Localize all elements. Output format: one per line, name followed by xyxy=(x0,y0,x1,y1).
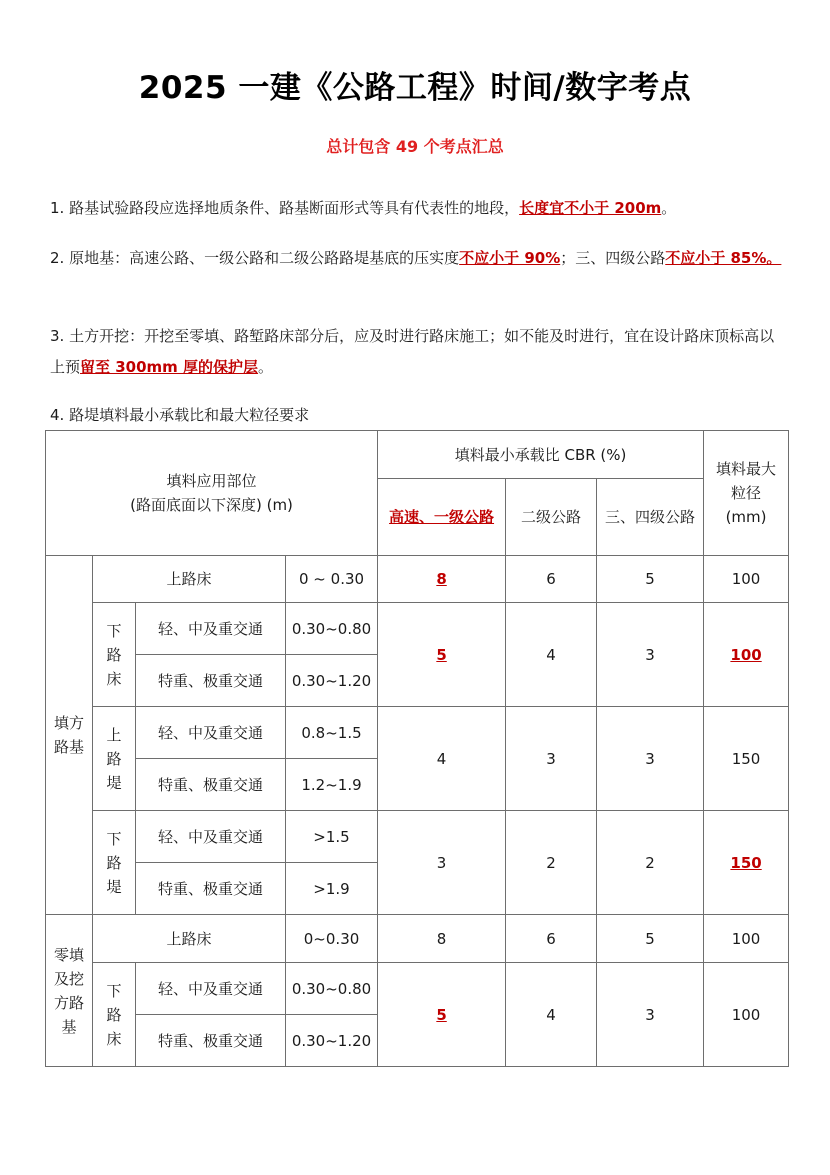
group-fill-subgrade xyxy=(46,556,93,915)
part-upper-bed: 上路床 xyxy=(93,556,286,603)
point-1 xyxy=(50,193,785,224)
point-1-tail: 。 xyxy=(661,199,677,217)
max-size-cell: 100 xyxy=(704,556,789,603)
point-1-text: 1. 路基试验路段应选择地质条件、路基断面形式等具有代表性的地段， xyxy=(50,199,520,217)
max-size-cell: 100 xyxy=(704,603,789,707)
point-3-highlight: 留至 300mm 厚的保护层 xyxy=(80,358,259,376)
header-application-part xyxy=(46,431,378,556)
point-1-highlight: 长度宜不小于 200m xyxy=(519,199,662,217)
sub-upper-emb-label: 上路堤 xyxy=(106,725,122,792)
depth-cell: 0 ~ 0.30 xyxy=(286,556,378,603)
depth-cell: 0.30~1.20 xyxy=(286,1015,378,1067)
cbr-class2-cell: 4 xyxy=(506,603,597,707)
cbr-class34-cell: 5 xyxy=(597,556,704,603)
point-3 xyxy=(50,321,785,383)
point-2-middle: ；三、四级公路 xyxy=(560,249,666,267)
traffic-heavy: 特重、极重交通 xyxy=(136,655,286,707)
sub-lower-bed-label: 下路床 xyxy=(106,621,122,688)
cbr-class34-cell: 3 xyxy=(597,603,704,707)
point-4 xyxy=(50,401,785,429)
sub-upper-embankment xyxy=(93,707,136,811)
depth-cell: >1.5 xyxy=(286,811,378,863)
cbr-highway-cell: 8 xyxy=(378,556,506,603)
max-size-cell: 150 xyxy=(704,707,789,811)
cbr-highway-cell: 8 xyxy=(378,915,506,963)
depth-cell: 1.2~1.9 xyxy=(286,759,378,811)
page-title: 2025 一建《公路工程》时间/数字考点 xyxy=(138,70,692,106)
point-2 xyxy=(50,243,785,274)
depth-cell: 0.30~0.80 xyxy=(286,603,378,655)
traffic-light: 轻、中及重交通 xyxy=(136,811,286,863)
cbr-class34-cell: 2 xyxy=(597,811,704,915)
table-row xyxy=(46,556,789,603)
table-row xyxy=(46,963,789,1015)
max-size-cell: 100 xyxy=(704,915,789,963)
traffic-heavy: 特重、极重交通 xyxy=(136,863,286,915)
sub-lower-bed xyxy=(93,963,136,1067)
part-upper-bed: 上路床 xyxy=(93,915,286,963)
depth-cell: 0~0.30 xyxy=(286,915,378,963)
sub-lower-embankment xyxy=(93,811,136,915)
table-row xyxy=(46,603,789,655)
header-max-size-line3: (mm) xyxy=(725,508,767,526)
traffic-light: 轻、中及重交通 xyxy=(136,603,286,655)
table-row xyxy=(46,811,789,863)
max-size-cell: 100 xyxy=(704,963,789,1067)
header-cbr: 填料最小承载比 CBR (%) xyxy=(378,431,704,479)
cbr-class2-cell: 3 xyxy=(506,707,597,811)
header-class34: 三、四级公路 xyxy=(597,479,704,556)
cbr-class34-cell: 3 xyxy=(597,963,704,1067)
sub-lower-bed xyxy=(93,603,136,707)
cbr-class34-cell: 3 xyxy=(597,707,704,811)
group-zero-fill-cut xyxy=(46,915,93,1067)
cbr-class2-cell: 6 xyxy=(506,556,597,603)
header-highway-class1: 高速、一级公路 xyxy=(378,479,506,556)
sub-lower-bed-label: 下路床 xyxy=(106,981,122,1048)
point-3-text: 3. 土方开挖：开挖至零填、路堑路床部分后，应及时进行路床施工；如不能及时进行，宜在设计路床顶标高以上预 xyxy=(50,327,775,376)
header-max-size xyxy=(704,431,789,556)
group-fill-label: 填方路基 xyxy=(53,714,84,756)
max-size-cell: 150 xyxy=(704,811,789,915)
header-part-line2: (路面底面以下深度) (m) xyxy=(130,496,293,514)
cbr-highway-cell: 4 xyxy=(378,707,506,811)
point-4-text: 4. 路堤填料最小承载比和最大粒径要求 xyxy=(50,406,310,424)
table-row xyxy=(46,707,789,759)
depth-cell: 0.8~1.5 xyxy=(286,707,378,759)
cbr-class2-cell: 4 xyxy=(506,963,597,1067)
table-row xyxy=(46,915,789,963)
depth-cell: 0.30~1.20 xyxy=(286,655,378,707)
traffic-heavy: 特重、极重交通 xyxy=(136,759,286,811)
point-3-tail: 。 xyxy=(258,358,274,376)
cbr-class34-cell: 5 xyxy=(597,915,704,963)
depth-cell: 0.30~0.80 xyxy=(286,963,378,1015)
header-part-line1: 填料应用部位 xyxy=(166,472,257,490)
group-zero-label: 零填及挖方路基 xyxy=(53,945,84,1036)
cbr-highway-cell: 5 xyxy=(378,603,506,707)
traffic-heavy: 特重、极重交通 xyxy=(136,1015,286,1067)
point-2-highlight: 不应小于 90% xyxy=(459,249,561,267)
cbr-highway-cell: 3 xyxy=(378,811,506,915)
point-2-highlight-2: 不应小于 85%。 xyxy=(665,249,782,267)
page-subtitle: 总计包含 49 个考点汇总 xyxy=(326,137,504,156)
cbr-class2-cell: 6 xyxy=(506,915,597,963)
traffic-light: 轻、中及重交通 xyxy=(136,707,286,759)
header-class2: 二级公路 xyxy=(506,479,597,556)
fill-requirements-table xyxy=(45,430,789,1067)
traffic-light: 轻、中及重交通 xyxy=(136,963,286,1015)
cbr-class2-cell: 2 xyxy=(506,811,597,915)
header-max-size-line1: 填料最大 xyxy=(716,460,777,478)
depth-cell: >1.9 xyxy=(286,863,378,915)
sub-lower-emb-label: 下路堤 xyxy=(106,829,122,896)
header-max-size-line2: 粒径 xyxy=(731,484,762,502)
cbr-highway-cell: 5 xyxy=(378,963,506,1067)
point-2-text: 2. 原地基：高速公路、一级公路和二级公路路堤基底的压实度 xyxy=(50,249,460,267)
